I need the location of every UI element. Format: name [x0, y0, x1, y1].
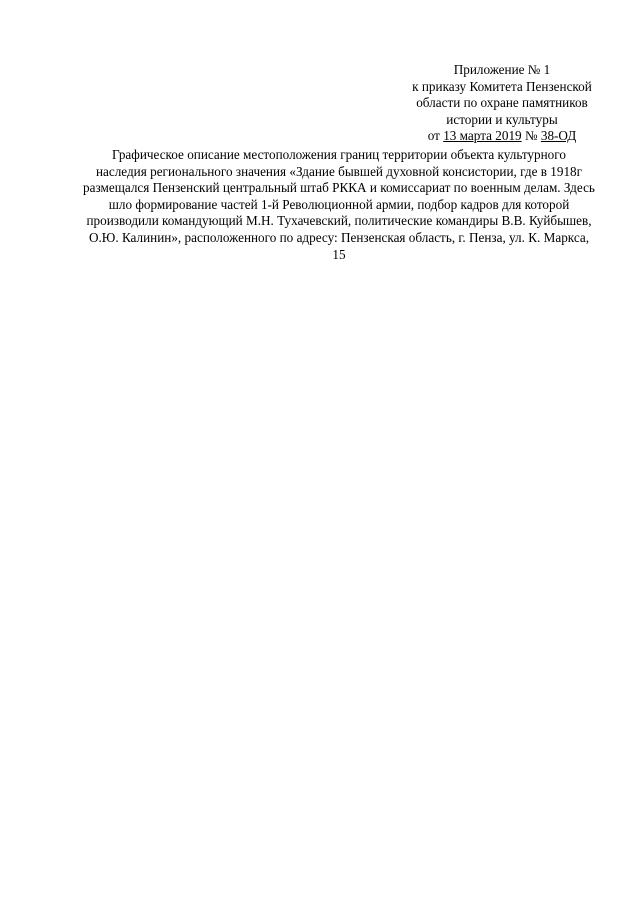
description-line: Графическое описание местоположения границ территории объекта культурного — [112, 147, 566, 162]
date-prefix: от — [427, 128, 444, 144]
appendix-title: Приложение № 1 — [453, 62, 551, 77]
order-number: 38-ОД — [540, 128, 577, 144]
description-line: О.Ю. Калинин», расположенного по адресу: Пензенская область, г. Пенза, ул. К. Маркса, — [88, 229, 590, 245]
appendix-header — [392, 62, 612, 145]
appendix-date-line — [392, 128, 612, 145]
description-line: наследия регионального значения «Здание бывшей духовной консистории, где в 1918г — [95, 163, 583, 179]
appendix-committee-cont: истории и культуры — [446, 111, 558, 127]
document-description — [60, 147, 618, 263]
order-date: 13 марта 2019 — [443, 128, 522, 144]
description-line: шло формирование частей 1-й Революционной армии, подбор кадров для которой — [108, 196, 570, 212]
appendix-order-ref: к приказу Комитета Пензенской — [412, 78, 592, 94]
number-prefix: № — [521, 128, 541, 144]
appendix-committee: области по охране памятников — [416, 95, 588, 111]
description-line: 15 — [332, 246, 346, 262]
description-line: производили командующий М.Н. Тухачевский, политические командиры В.В. Куйбышев, — [86, 213, 592, 229]
description-line: размещался Пензенский центральный штаб РККА и комиссариат по военным делам. Здесь — [83, 180, 595, 196]
